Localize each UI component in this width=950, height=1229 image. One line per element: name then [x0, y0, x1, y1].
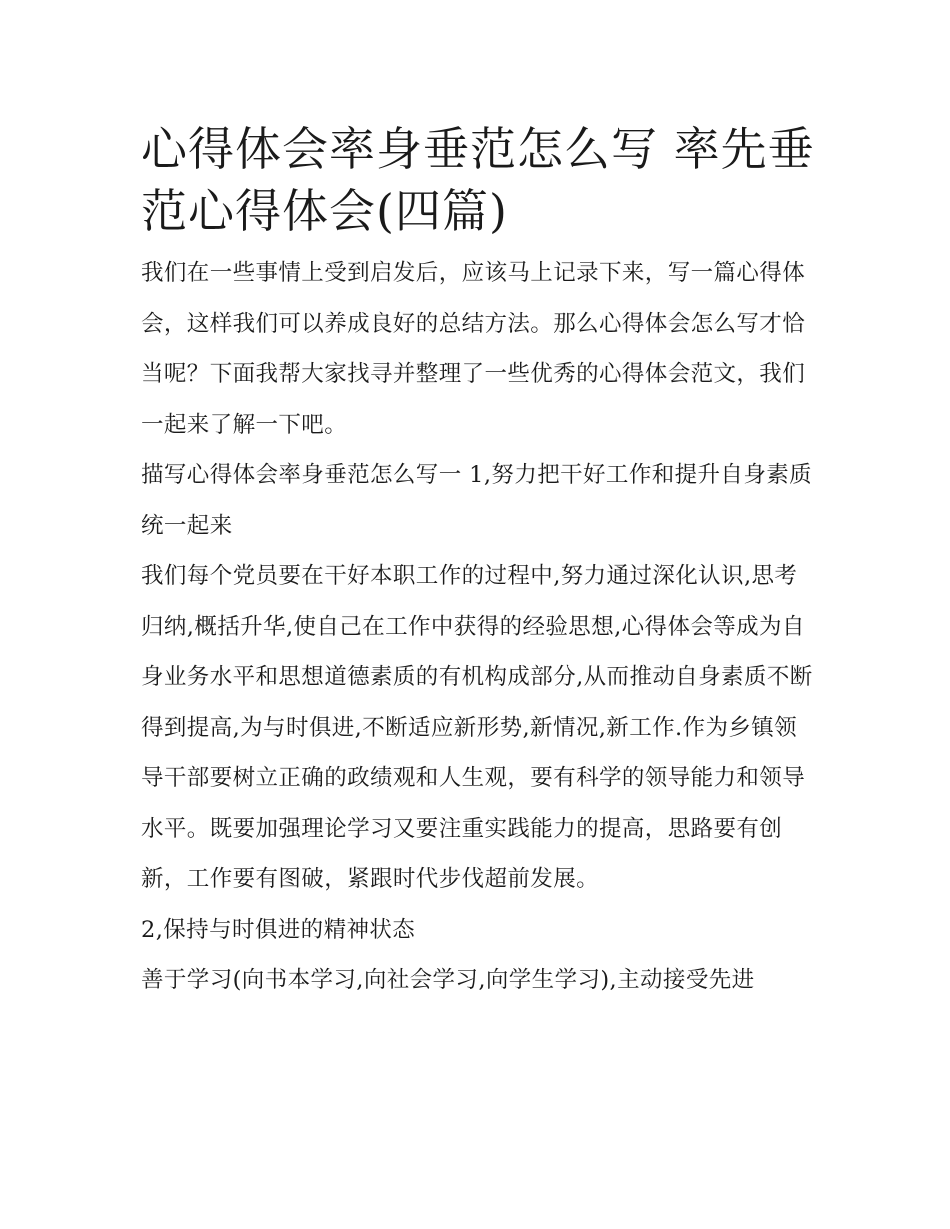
paragraph-heading-1: 描写心得体会率身垂范怎么写一 1,努力把干好工作和提升自身素质统一起来: [141, 462, 813, 539]
paragraph-heading-2: 2,保持与时俱进的精神状态: [141, 916, 416, 943]
paragraph-body-2: 善于学习(向书本学习,向社会学习,向学生学习),主动接受先进: [141, 967, 755, 993]
document-body: [141, 118, 821, 1006]
paragraph-body-1: 我们每个党员要在干好本职工作的过程中,努力通过深化认识,思考归纳,概括升华,使自己在工作中获得的经验思想,心得体会等成为自身业务水平和思想道德素质的有机构成部分,从而推动自身素质不断得到提高,为与时俱进,不断适应新形势,新情况,新工作.作为乡镇领导干部要树立正确的政绩观和人生观，要有科学的领导能力和领导水平。既要加强理论学习又要注重实践能力的提高，思路要有创新，工作要有图破，紧跟时代步伐超前发展。: [141, 563, 813, 892]
document-title: 心得体会率身垂范怎么写 率先垂范心得体会(四篇): [141, 122, 815, 238]
paragraph-intro: 我们在一些事情上受到启发后，应该马上记录下来，写一篇心得体会，这样我们可以养成良好的总结方法。那么心得体会怎么写才恰当呢？下面我帮大家找寻并整理了一些优秀的心得体会范文，我们一起来了解一下吧。: [141, 260, 806, 438]
